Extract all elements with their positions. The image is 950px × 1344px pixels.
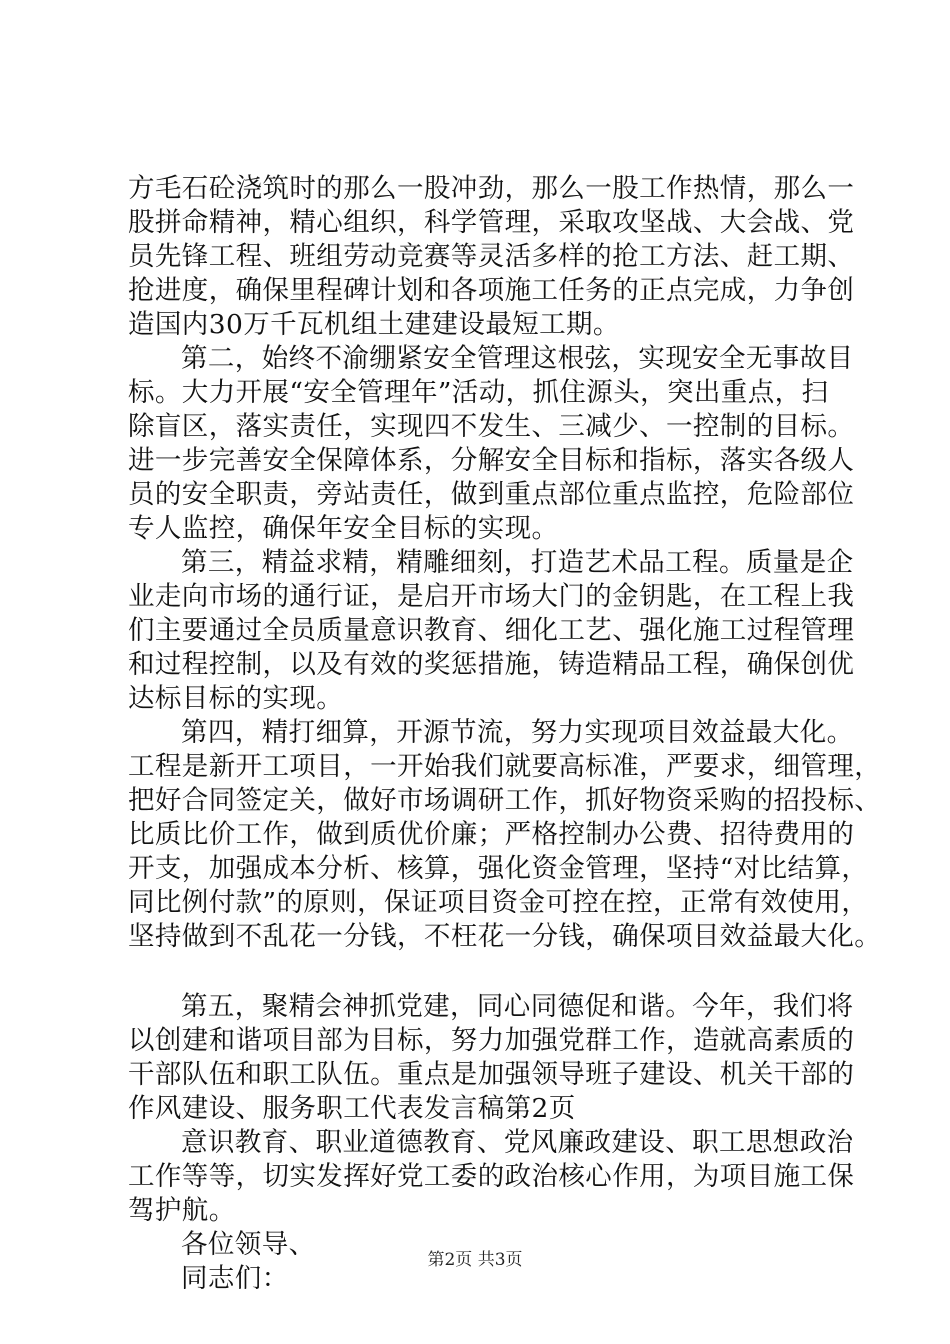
text-line: 第五，聚精会神抓党建，同心同德促和谐。今年，我们将 <box>181 991 854 1022</box>
text-line: 抢进度，确保里程碑计划和各项施工任务的正点完成，力争创 <box>128 275 855 306</box>
text-line: 业走向市场的通行证，是启开市场大门的金钥匙，在工程上我 <box>128 581 855 612</box>
text-line: 标。大力开展“安全管理年”活动，抓住源头，突出重点，扫 <box>128 377 829 408</box>
text-line: 第三，精益求精，精雕细刻，打造艺术品工程。质量是企 <box>181 547 854 578</box>
text-line: 第二，始终不渝绷紧安全管理这根弦，实现安全无事故目 <box>181 343 854 374</box>
text-line: 专人监控，确保年安全目标的实现。 <box>128 513 559 544</box>
text-line: 造国内30万千瓦机组土建建设最短工期。 <box>128 309 620 340</box>
text-line: 员的安全职责，旁站责任，做到重点部位重点监控，危险部位 <box>128 479 855 510</box>
text-line: 工程是新开工项目，一开始我们就要高标准，严要求，细管理， <box>128 751 882 782</box>
text-line: 驾护航。 <box>128 1195 236 1226</box>
text-line: 达标目标的实现。 <box>128 683 344 714</box>
text-line: 比质比价工作，做到质优价廉；严格控制办公费、招待费用的 <box>128 819 855 850</box>
text-line: 除盲区，落实责任，实现四不发生、三减少、一控制的目标。 <box>128 411 855 442</box>
text-line: 意识教育、职业道德教育、党风廉政建设、职工思想政治 <box>181 1127 854 1158</box>
text-line: 坚持做到不乱花一分钱，不枉花一分钱，确保项目效益最大化。 <box>128 921 882 952</box>
text-line: 把好合同签定关，做好市场调研工作，抓好物资采购的招投标、 <box>128 785 882 816</box>
paragraph-block-1 <box>128 172 882 954</box>
text-line: 进一步完善安全保障体系，分解安全目标和指标，落实各级人 <box>128 445 855 476</box>
document-body <box>128 172 882 1296</box>
text-line: 各位领导、 <box>181 1229 316 1260</box>
text-line: 同志们： <box>181 1263 289 1294</box>
text-line: 方毛石砼浇筑时的那么一股冲劲，那么一股工作热情，那么一 <box>128 173 855 204</box>
text-line: 开支，加强成本分析、核算，强化资金管理，坚持“对比结算， <box>128 853 869 884</box>
page-footer: 第2页 共3页 <box>427 1250 523 1270</box>
text-line: 同比例付款”的原则，保证项目资金可控在控，正常有效使用， <box>128 887 869 918</box>
paragraph-gap <box>128 954 848 990</box>
text-line: 工作等等，切实发挥好党工委的政治核心作用，为项目施工保 <box>128 1161 855 1192</box>
text-line: 们主要通过全员质量意识教育、细化工艺、强化施工过程管理 <box>128 615 855 646</box>
text-line: 作风建设、服务职工代表发言稿第2页 <box>128 1093 576 1124</box>
text-line: 股拼命精神，精心组织，科学管理，采取攻坚战、大会战、党 <box>128 207 855 238</box>
text-line: 和过程控制，以及有效的奖惩措施，铸造精品工程，确保创优 <box>128 649 855 680</box>
text-line: 第四，精打细算，开源节流，努力实现项目效益最大化。 <box>181 717 854 748</box>
text-line: 干部队伍和职工队伍。重点是加强领导班子建设、机关干部的 <box>128 1059 855 1090</box>
text-line: 以创建和谐项目部为目标，努力加强党群工作，造就高素质的 <box>128 1025 855 1056</box>
text-line: 员先锋工程、班组劳动竞赛等灵活多样的抢工方法、赶工期、 <box>128 241 855 272</box>
